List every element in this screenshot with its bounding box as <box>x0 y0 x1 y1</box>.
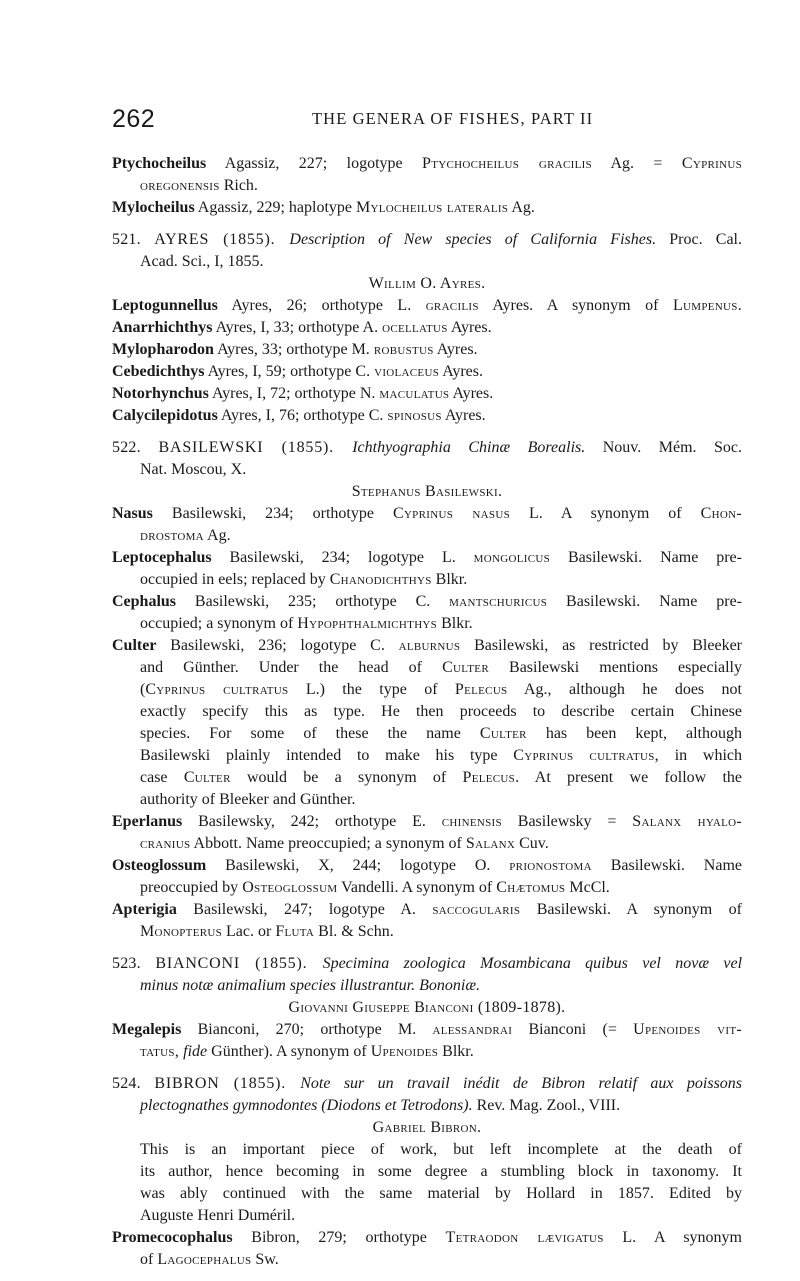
genus-entry-cephalus <box>112 591 742 613</box>
entry-text: and Günther. Under the head of <box>140 659 443 676</box>
entry-text: Ayres. <box>439 363 483 380</box>
entry-text: Agassiz, 227; logotype <box>206 155 423 172</box>
entry-text: Ayres. <box>449 385 494 402</box>
entry-text: L. A synonym of <box>510 505 701 522</box>
entry-text: Bianconi, 270; orthotype M. <box>181 1021 433 1038</box>
entry-number: 524. <box>112 1075 155 1092</box>
entry-text: Ayres. <box>441 407 486 424</box>
genus-entry-leptogunnellus <box>112 295 742 317</box>
author-year: BIBRON (1855). <box>154 1075 301 1092</box>
entry-text: Bl. & Schn. <box>314 923 394 940</box>
entry-text: Ag. <box>203 527 231 544</box>
species-name: Lumpenus. <box>672 297 742 314</box>
paragraph-line: This is an important piece of work, but left incomplete at the death of <box>140 1141 742 1158</box>
genus-name: Megalepis <box>112 1021 182 1038</box>
genus-entry-notorhynchus <box>112 383 742 405</box>
genus-entry-line <box>112 569 742 591</box>
page-number: 262 <box>112 105 156 133</box>
genus-entry-line <box>112 877 742 899</box>
entry-text: Blkr. <box>438 1043 474 1060</box>
entry-text: Ayres. <box>433 341 478 358</box>
entry-text: Basilewski, 235; orthotype C. <box>176 593 450 610</box>
genus-entry-anarrhichthys <box>112 317 742 339</box>
entry-text: Ayres, 26; orthotype L. <box>217 297 426 314</box>
paragraph-line: Auguste Henri Duméril. <box>140 1207 296 1224</box>
entry-text: Basilewski, 234; orthotype <box>152 505 393 522</box>
species-name: drostoma <box>140 527 204 544</box>
reference-entry-524 <box>112 1073 742 1095</box>
species-name: maculatus <box>379 385 450 402</box>
citation-line <box>112 1095 742 1117</box>
entry-text: Basilewski mentions especially <box>488 659 742 676</box>
entry-text: Basilewski plainly intended to make his type <box>140 747 514 764</box>
species-name: saccogularis <box>432 901 521 918</box>
entry-text: would be a synonym of <box>230 769 463 786</box>
genus-entry-line <box>112 723 742 745</box>
genus-entry-line <box>112 1041 742 1063</box>
entry-text: in which <box>658 747 743 764</box>
author-year: BIANCONI (1855). <box>155 955 323 972</box>
entry-number: 521. <box>112 231 155 248</box>
genus-entry-leptocephalus <box>112 547 742 569</box>
entry-text: L.) the type of <box>288 681 455 698</box>
entry-text: Basilewsky = <box>501 813 633 830</box>
entry-text: Ayres, 33; orthotype M. <box>213 341 374 358</box>
species-name: Culter <box>479 725 527 742</box>
species-name: Upenoides <box>370 1043 439 1060</box>
work-title: Specimina zoologica Mosambicana quibus vel novæ vel <box>322 955 743 972</box>
entry-text: Ayres. A synonym of <box>478 297 673 314</box>
species-name: robustus <box>373 341 434 358</box>
species-name: Lagocephalus <box>157 1251 252 1268</box>
genus-name: Cebedichthys <box>112 363 205 380</box>
genus-name: Leptocephalus <box>112 549 212 566</box>
genus-entry-osteoglossum <box>112 855 742 877</box>
entry-text: Basilewski. A synonym of <box>520 901 743 918</box>
work-title-line: minus notæ animalium species illustrantur. Bononiæ. <box>140 977 481 994</box>
species-name: Osteoglossum <box>242 879 338 896</box>
species-name: mongolicus <box>473 549 551 566</box>
species-name: Hypophthalmichthys <box>297 615 438 632</box>
entry-text: Agassiz, 229; haplotype <box>194 199 356 216</box>
genus-name: Anarrhichthys <box>112 319 213 336</box>
entry-text: has been kept, although <box>526 725 742 742</box>
species-name: oregonensis <box>140 177 220 194</box>
genus-entry-calycilepidotus <box>112 405 742 427</box>
genus-entry-ptychocheilus <box>112 153 742 175</box>
genus-name: Culter <box>112 637 157 654</box>
species-name: Ptychocheilus gracilis <box>422 155 592 172</box>
genus-entry-line <box>112 175 742 197</box>
species-name: Fluta <box>275 923 315 940</box>
species-name: spinosus <box>387 407 442 424</box>
genus-name: Cephalus <box>112 593 177 610</box>
entry-text: ( <box>140 681 146 698</box>
species-name: Chanodichthys <box>329 571 432 588</box>
entry-text: Bianconi (= <box>512 1021 634 1038</box>
paragraph-line: its author, hence becoming in some degree a stumbling block in taxonomy. It <box>140 1163 742 1180</box>
entry-text: Basilewski, X, 244; logotype O. <box>206 857 510 874</box>
genus-entry-line: authority of Bleeker and Günther. <box>140 791 356 808</box>
species-name: Culter <box>183 769 231 786</box>
entry-text: L. A synonym <box>603 1229 742 1246</box>
entry-text: Basilewski. Name pre- <box>547 593 742 610</box>
species-name: Salanx hyalo- <box>632 813 743 830</box>
species-name: Upenoides vit- <box>633 1021 742 1038</box>
genus-entry-line <box>112 1249 742 1271</box>
entry-text: Lac. or <box>222 923 276 940</box>
author-full-name: Giovanni Giuseppe Bianconi (1809-1878). <box>288 999 566 1016</box>
entry-text: case <box>140 769 184 786</box>
entry-text: occupied in eels; replaced by <box>140 571 330 588</box>
entry-text: At present we follow the <box>519 769 743 786</box>
entry-text: Basilewsky, 242; orthotype E. <box>182 813 442 830</box>
species-name: Salanx <box>465 835 516 852</box>
entry-text: Vandelli. A synonym of <box>337 879 497 896</box>
work-title: Description of New species of California Fishes. <box>289 231 657 248</box>
species-name: Culter <box>442 659 489 676</box>
genus-name: Mylocheilus <box>112 199 195 216</box>
genus-entry-megalepis <box>112 1019 742 1041</box>
species-name: Chon- <box>700 505 743 522</box>
entry-text: Basilewski, 236; logotype C. <box>156 637 399 654</box>
species-name: prionostoma <box>509 857 592 874</box>
species-name: ocellatus <box>382 319 448 336</box>
genus-entry-line <box>112 679 742 701</box>
species-name: alessandrai <box>432 1021 513 1038</box>
genus-entry-line <box>112 657 742 679</box>
entry-number: 522. <box>112 439 159 456</box>
genus-name: Notorhynchus <box>112 385 209 402</box>
entry-text: Basilewski, 247; logotype A. <box>176 901 433 918</box>
entry-text: Ayres. <box>447 319 492 336</box>
genus-name: Promecocophalus <box>112 1229 233 1246</box>
genus-entry-line <box>112 833 742 855</box>
entry-text: Basilewski, as restricted by Bleeker <box>460 637 742 654</box>
species-name: mantschuricus <box>449 593 548 610</box>
genus-name: Osteoglossum <box>112 857 207 874</box>
species-name: Cyprinus cultratus, <box>513 747 659 764</box>
entry-text: Ayres, I, 59; orthotype C. <box>204 363 375 380</box>
entry-text: Sw. <box>251 1251 279 1268</box>
genus-entry-cebedichthys <box>112 361 742 383</box>
citation-line: Nat. Moscou, X. <box>140 461 247 478</box>
entry-text: Abbott. Name preoccupied; a synonym of <box>190 835 466 852</box>
author-full-name: Willim O. Ayres. <box>368 275 486 292</box>
entry-text: Ayres, I, 33; orthotype A. <box>212 319 383 336</box>
genus-name: Nasus <box>112 505 153 522</box>
work-title: Note sur un travail inédit de Bibron relatif aux poissons <box>300 1075 743 1092</box>
paragraph-line: was ably continued with the same material by Hollard in 1857. Edited by <box>140 1185 742 1202</box>
entry-text: Ag. <box>508 199 535 216</box>
citation: Nouv. Mém. Soc. <box>585 439 743 456</box>
genus-entry-line <box>112 745 742 767</box>
genus-entry-line <box>112 921 742 943</box>
genus-name: Calycilepidotus <box>112 407 218 424</box>
species-name: Chætomus <box>496 879 566 896</box>
species-name: alburnus <box>398 637 461 654</box>
entry-text: Basilewski, 234; logotype L. <box>211 549 474 566</box>
entry-text: Ayres, I, 72; orthotype N. <box>208 385 380 402</box>
running-title: THE GENERA OF FISHES, PART II <box>312 109 594 128</box>
entry-text: occupied; a synonym of <box>140 615 298 632</box>
species-name: cranius <box>140 835 191 852</box>
genus-entry-line <box>112 613 742 635</box>
work-title: Ichthyographia Chinæ Borealis. <box>352 439 586 456</box>
entry-text: Basilewski. Name pre- <box>550 549 742 566</box>
genus-entry-promecocophalus <box>112 1227 742 1249</box>
entry-text: Ayres, I, 76; orthotype C. <box>217 407 388 424</box>
genus-name: Leptogunnellus <box>112 297 218 314</box>
genus-name: Mylopharodon <box>112 341 214 358</box>
reference-entry-521 <box>112 229 742 251</box>
species-name: Tetraodon lævigatus <box>445 1229 604 1246</box>
species-name: chinensis <box>441 813 502 830</box>
entry-number: 523. <box>112 955 156 972</box>
genus-entry-line: exactly specify this as type. He then proceeds to describe certain Chinese <box>140 703 742 720</box>
species-name: Cyprinus nasus <box>392 505 510 522</box>
species-name: Pelecus <box>454 681 508 698</box>
entry-text: Blkr. <box>431 571 468 588</box>
entry-text: Rich. <box>219 177 258 194</box>
genus-name: Ptychocheilus <box>112 155 207 172</box>
entry-text: preoccupied by <box>140 879 243 896</box>
species-name: Cyprinus <box>681 155 742 172</box>
species-name: Cyprinus cultratus <box>145 681 289 698</box>
entry-text: McCl. <box>565 879 610 896</box>
genus-entry-mylopharodon <box>112 339 742 361</box>
author-year: AYRES (1855). <box>154 231 290 248</box>
species-name: gracilis <box>425 297 479 314</box>
author-full-name: Gabriel Bibron. <box>372 1119 482 1136</box>
citation: Rev. Mag. Zool., VIII. <box>472 1097 621 1114</box>
genus-entry-culter <box>112 635 742 657</box>
entry-text: Cuv. <box>515 835 549 852</box>
genus-entry-eperlanus <box>112 811 742 833</box>
species-name: tatus, <box>140 1043 180 1060</box>
citation: Proc. Cal. <box>656 231 742 248</box>
entry-text: Günther). A synonym of <box>207 1043 371 1060</box>
work-title: plectognathes gymnodontes (Diodons et Tetrodons). <box>140 1097 473 1114</box>
author-year: BASILEWSKI (1855). <box>158 439 353 456</box>
genus-name: Eperlanus <box>112 813 183 830</box>
genus-entry-line <box>112 525 742 547</box>
genus-entry-line <box>112 767 742 789</box>
species-name: Mylocheilus lateralis <box>355 199 509 216</box>
author-full-name: Stephanus Basilewski. <box>351 483 503 500</box>
citation-line: Acad. Sci., I, 1855. <box>140 253 264 270</box>
genus-entry-apterigia <box>112 899 742 921</box>
entry-text: Ag., although he does not <box>507 681 742 698</box>
species-name: Pelecus. <box>462 769 520 786</box>
entry-text: Ag. = <box>591 155 682 172</box>
reference-entry-523 <box>112 953 742 975</box>
species-name: violaceus <box>374 363 440 380</box>
page-body <box>112 153 742 1271</box>
entry-text: Blkr. <box>437 615 473 632</box>
genus-name: Apterigia <box>112 901 177 918</box>
genus-entry-mylocheilus <box>112 197 742 219</box>
running-head <box>112 104 740 134</box>
entry-text: Bibron, 279; orthotype <box>232 1229 446 1246</box>
genus-entry-nasus <box>112 503 742 525</box>
reference-entry-522 <box>112 437 742 459</box>
entry-text: fide <box>179 1043 208 1060</box>
entry-text: species. For some of these the name <box>140 725 480 742</box>
entry-text: Basilewski. Name <box>591 857 743 874</box>
species-name: Monopterus <box>140 923 223 940</box>
entry-text: of <box>140 1251 158 1268</box>
